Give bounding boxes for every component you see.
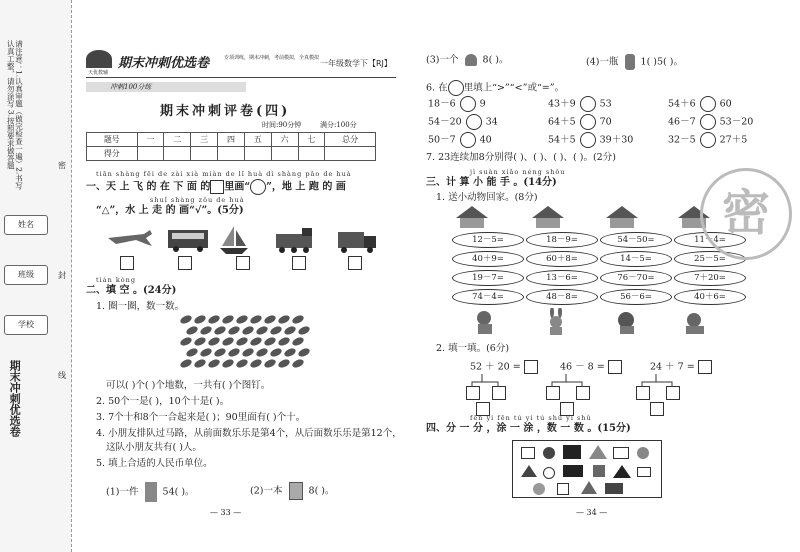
thumbtack-icon <box>235 314 249 325</box>
thumbtack-icon <box>283 325 297 336</box>
item4-label: (4)一瓶 <box>586 56 619 68</box>
answer-box[interactable] <box>524 360 538 374</box>
q2-sub1: 1. 圈一圈，数一数。 <box>96 301 185 312</box>
compare-circle[interactable] <box>580 114 596 130</box>
thumbtack-icon <box>277 358 291 369</box>
calc-ellipse[interactable]: 11－4= <box>674 232 746 248</box>
answer-box[interactable] <box>698 360 712 374</box>
class-field[interactable]: 班级 <box>4 265 48 285</box>
answer-box-train[interactable] <box>292 256 306 270</box>
rect-shape <box>637 467 651 477</box>
q2-item4 <box>586 54 683 70</box>
score-header: 四 <box>218 133 245 147</box>
calc-ellipse[interactable]: 40＋9= <box>452 251 524 267</box>
split-box[interactable] <box>546 386 560 400</box>
q2-heading: 二、填 空 。(24分) <box>86 285 177 296</box>
school-field[interactable]: 学校 <box>4 315 48 335</box>
tree-2-expr: 46 － 8 = <box>560 361 605 373</box>
compare-right: 40 <box>479 134 492 146</box>
compare-left: 32－5 <box>668 134 696 146</box>
calc-ellipse[interactable]: 48－8= <box>526 289 598 305</box>
thumbtack-icon <box>193 314 207 325</box>
calc-ellipse[interactable]: 60＋8= <box>526 251 598 267</box>
triangle-shape <box>589 445 607 459</box>
subtitle: 冲刺100分练 <box>110 83 152 91</box>
answer-box-plane[interactable] <box>120 256 134 270</box>
compare-circle[interactable] <box>580 132 596 148</box>
item3-value: 8( )。 <box>482 54 509 66</box>
compare-circle[interactable] <box>460 132 476 148</box>
calc-ellipse[interactable]: 54－50= <box>600 232 672 248</box>
compare-item <box>548 114 612 130</box>
score-row-label: 得分 <box>87 147 138 161</box>
tree-3 <box>650 360 712 374</box>
thumbtack-icon <box>207 358 221 369</box>
split-box[interactable] <box>492 386 506 400</box>
q1-pinyin-2: shuǐ shàng zǒu de huà <box>150 196 245 204</box>
q3-sub1: 1. 送小动物回家。(8分) <box>436 192 538 203</box>
calc-ellipse[interactable]: 13－6= <box>526 270 598 286</box>
thumbtack-icon <box>179 314 193 325</box>
split-lines <box>470 374 740 414</box>
thumbtack-icon <box>283 347 297 358</box>
thumbtack-icon <box>199 347 213 358</box>
compare-circle[interactable] <box>466 114 482 130</box>
compare-item <box>428 96 486 112</box>
brand-tagline: 专项训练，期末冲刺，考前模拟，全真模拟 <box>224 55 320 61</box>
q3-pinyin: jì suàn xiǎo néng shǒu <box>470 168 566 176</box>
thumbtack-icon <box>291 314 305 325</box>
square-shape <box>557 483 569 495</box>
score-header: 题号 <box>87 133 138 147</box>
exam-title: 期末冲刺评卷(四) <box>160 104 291 119</box>
thumbtack-icon <box>235 358 249 369</box>
thumbtack-icon <box>297 325 311 336</box>
compare-item <box>668 132 747 148</box>
q1-text-b: 里画“ <box>224 181 251 193</box>
thumbtack-icon <box>227 347 241 358</box>
calc-ellipse[interactable]: 40＋6= <box>674 289 746 305</box>
book-icon <box>289 482 303 500</box>
truck-icon <box>338 232 376 253</box>
thumbtack-icon <box>179 336 193 347</box>
thumbtack-icon <box>269 325 283 336</box>
triangle-shape <box>613 465 631 478</box>
q2-line-a: 可以( )个( )个地数，一共有( )个图钉。 <box>106 380 271 391</box>
calc-ellipse[interactable]: 25－5= <box>674 251 746 267</box>
square-shape <box>593 465 605 477</box>
q4-pinyin: fēn yi fēn tú yi tú shǔ yi shǔ <box>470 414 592 422</box>
calc-ellipse[interactable]: 56－6= <box>600 289 672 305</box>
name-field[interactable]: 姓名 <box>4 215 48 235</box>
circle-shape <box>543 447 555 459</box>
bus-icon <box>168 230 208 252</box>
triangle-shape <box>581 481 597 494</box>
calc-ellipse[interactable]: 14－5= <box>600 251 672 267</box>
money-item-1 <box>106 482 195 502</box>
compare-left: 43＋9 <box>548 98 576 110</box>
animals-row <box>470 308 720 338</box>
compare-item <box>548 96 612 112</box>
thumbtack-icon <box>249 314 263 325</box>
compare-circle[interactable] <box>460 96 476 112</box>
brand-stamp: 期末冲刺优选卷 <box>8 360 22 437</box>
thumbtack-icon <box>179 358 193 369</box>
house-icon <box>456 206 488 228</box>
item3-label: (3)一个 <box>426 54 459 66</box>
score-table <box>86 132 376 161</box>
compare-left: 50－7 <box>428 134 456 146</box>
compare-right: 53－20 <box>719 116 754 128</box>
score-header: 六 <box>271 133 298 147</box>
score-cell[interactable] <box>271 147 298 161</box>
score-header: 一 <box>137 133 164 147</box>
thumbtack-icon <box>185 325 199 336</box>
circle-shape <box>543 467 555 479</box>
tree-3-expr: 24 ＋ 7 = <box>650 361 695 373</box>
confidential-seal: 密 <box>700 168 792 260</box>
score-cell[interactable] <box>244 147 271 161</box>
square-symbol <box>210 180 224 194</box>
money-item-2 <box>250 482 335 500</box>
thumbtack-icon <box>263 314 277 325</box>
thumbtack-icon <box>199 325 213 336</box>
calc-ellipse[interactable]: 12－5= <box>452 232 524 248</box>
house-icon <box>606 206 638 228</box>
compare-circle[interactable] <box>700 114 716 130</box>
plane-icon <box>108 230 152 246</box>
thumbtack-icon <box>249 336 263 347</box>
calc-ellipse[interactable]: 18－9= <box>526 232 598 248</box>
answer-box-bus[interactable] <box>178 256 192 270</box>
score-header: 总分 <box>325 133 376 147</box>
split-box[interactable] <box>666 386 680 400</box>
compare-left: 18－6 <box>428 98 456 110</box>
seal-mark-1: 密 <box>58 161 66 170</box>
split-box[interactable] <box>466 386 480 400</box>
rect-shape <box>613 447 629 459</box>
compare-right: 53 <box>599 98 612 110</box>
q4-heading: 四、分 一 分 ，涂 一 涂 ，数 一 数 。(15分) <box>426 423 631 434</box>
q1-text-a: 一、天 上 飞 的 在 下 面 的 <box>86 181 211 193</box>
score-header: 五 <box>244 133 271 147</box>
thumbtack-icon <box>255 325 269 336</box>
score-header: 二 <box>164 133 191 147</box>
shapes-panel <box>512 440 662 498</box>
tiger-icon <box>477 311 492 334</box>
q2-sub6 <box>426 80 564 96</box>
page-number-right: — 34 — <box>576 508 608 517</box>
tree-1 <box>470 360 538 374</box>
score-cell[interactable] <box>325 147 376 161</box>
compare-right: 34 <box>485 116 498 128</box>
sub6-text-b: 里填上“>”“<”或“=”。 <box>463 82 565 94</box>
thumbtack-icon <box>207 336 221 347</box>
thumbtack-icon <box>221 314 235 325</box>
circle-shape <box>637 447 649 459</box>
logo-icon <box>86 50 112 68</box>
sub6-text-a: 6. 在 <box>426 82 448 94</box>
calc-ellipse[interactable]: 74－4= <box>452 289 524 305</box>
compare-right: 70 <box>599 116 612 128</box>
split-box[interactable] <box>650 402 664 416</box>
circle-symbol <box>448 80 464 96</box>
compare-circle[interactable] <box>700 132 716 148</box>
compare-left: 54＋5 <box>548 134 576 146</box>
q2-sub5: 5. 填上合适的人民币单位。 <box>96 458 213 469</box>
compare-item <box>668 114 753 130</box>
thumbtack-icon <box>227 325 241 336</box>
sailboat-icon <box>220 226 248 254</box>
thumbtack-icon <box>269 347 283 358</box>
thumbtack-icon <box>277 314 291 325</box>
score-cell[interactable] <box>298 147 325 161</box>
answer-box-truck[interactable] <box>348 256 362 270</box>
q2-sub4b: 这队小朋友共有( )人。 <box>106 442 202 453</box>
score-header: 三 <box>191 133 218 147</box>
thumbtack-icon <box>263 358 277 369</box>
q1-line1 <box>86 179 346 195</box>
compare-right: 9 <box>479 98 486 110</box>
q1-line2: “△”，水 上 走 的 画“√”。(5分) <box>96 205 244 216</box>
answer-box[interactable] <box>608 360 622 374</box>
q1-text-c: ”，地 上 跑 的 画 <box>266 181 346 193</box>
q2-pinyin: tián kòng <box>96 276 137 284</box>
compare-left: 64＋5 <box>548 116 576 128</box>
q2-item3 <box>426 54 509 66</box>
thumbtack-icon <box>291 358 305 369</box>
compare-item <box>548 132 633 148</box>
triangle-shape <box>521 465 537 477</box>
compare-item <box>668 96 732 112</box>
thumbtack-icon <box>277 336 291 347</box>
rect-shape <box>563 465 583 477</box>
page-number-left: — 33 — <box>210 508 242 517</box>
money-value-2: 8( )。 <box>308 485 335 497</box>
compare-circle[interactable] <box>580 96 596 112</box>
compare-circle[interactable] <box>700 96 716 112</box>
bottle-icon <box>625 54 635 70</box>
rect-shape <box>605 483 623 494</box>
thumbtack-icon <box>193 358 207 369</box>
q2-sub3: 3. 7个十和8个一合起来是( )；90里面有( )个十。 <box>96 412 306 423</box>
q1-pinyin: tiān shàng fēi de zài xià miàn de lǐ huà dì shàng pǎo de huà <box>96 170 352 178</box>
thumbtack-icon <box>213 347 227 358</box>
trousers-icon <box>145 482 157 502</box>
compare-left: 54＋6 <box>668 98 696 110</box>
money-label-2: (2)一本 <box>250 485 283 497</box>
binding-margin <box>0 0 72 552</box>
compare-right: 27＋5 <box>719 134 748 146</box>
q2-sub4a: 4. 小朋友排队过马路，从前面数乐乐是第4个，从后面数乐乐是第12个， <box>96 428 402 439</box>
calc-ellipse[interactable]: 19－7= <box>452 270 524 286</box>
compare-left: 46－7 <box>668 116 696 128</box>
score-cell[interactable] <box>218 147 245 161</box>
thumbtack-icon <box>185 347 199 358</box>
exam-time: 时间:90分钟 <box>262 121 302 129</box>
split-box[interactable] <box>576 386 590 400</box>
split-box[interactable] <box>636 386 650 400</box>
q2-sub7: 7. 23连续加8分别得( )、( )、( )、( )。(2分) <box>426 152 616 163</box>
thumbtack-icon <box>221 336 235 347</box>
circle-shape <box>533 483 545 495</box>
compare-left: 54－20 <box>428 116 462 128</box>
score-cell[interactable] <box>164 147 191 161</box>
item4-value: 1( )5( )。 <box>640 56 683 68</box>
thumbtack-icon <box>255 347 269 358</box>
compare-right: 60 <box>719 98 732 110</box>
money-value-1: 54( )。 <box>162 486 195 498</box>
q2-sub2: 2. 50个一是( )，10个十是( )。 <box>96 396 230 407</box>
rect-shape <box>563 445 581 459</box>
tree-2 <box>560 360 622 374</box>
brand-title: 期末冲刺优选卷 <box>118 56 210 71</box>
exam-full-score: 满分:100分 <box>320 121 357 129</box>
money-label-1: (1)一件 <box>106 486 139 498</box>
seal-mark-2: 封 <box>58 271 66 280</box>
page-header <box>86 48 396 78</box>
rabbit-icon <box>550 308 562 335</box>
tree-1-expr: 52 ＋ 20 = <box>470 361 521 373</box>
thumbtack-icon <box>207 314 221 325</box>
thumbtack-icon <box>221 358 235 369</box>
score-cell[interactable] <box>137 147 164 161</box>
score-cell[interactable] <box>191 147 218 161</box>
q3-heading: 三、计 算 小 能 手 。(14分) <box>426 177 557 188</box>
q3-sub2: 2. 填一填。(6分) <box>436 343 510 354</box>
notice-text: 请注意：1.认真审题（做完检查一遍）2.书写认真工整，请勿涂写 3.按照要求做答题 <box>6 40 24 190</box>
square-shape <box>521 447 535 459</box>
thumbtack-icon <box>241 347 255 358</box>
calc-ellipse[interactable]: 7＋20= <box>674 270 746 286</box>
publisher: 天优教辅 <box>88 70 109 76</box>
thumbtack-icon <box>241 325 255 336</box>
house-icon <box>532 206 564 228</box>
circle-symbol <box>250 179 266 195</box>
thumbtack-icon <box>263 336 277 347</box>
answer-box-sailboat[interactable] <box>236 256 250 270</box>
dog-icon <box>686 313 704 334</box>
calc-ellipse[interactable]: 76－70= <box>600 270 672 286</box>
lion-icon <box>618 312 634 334</box>
train-icon <box>276 228 312 253</box>
score-header: 七 <box>298 133 325 147</box>
seal-mark-3: 线 <box>58 371 66 380</box>
thumbtack-icon <box>213 325 227 336</box>
compare-right: 39＋30 <box>599 134 634 146</box>
grade-label: 一年级数学下【RJ】 <box>320 59 392 68</box>
thumbtack-icon <box>235 336 249 347</box>
compare-item <box>428 132 492 148</box>
toy-icon <box>465 54 477 66</box>
thumbtack-icon <box>249 358 263 369</box>
thumbtack-icon <box>193 336 207 347</box>
compare-item <box>428 114 498 130</box>
thumbtack-icon <box>297 347 311 358</box>
thumbtack-cluster <box>180 316 310 372</box>
thumbtack-icon <box>291 336 305 347</box>
